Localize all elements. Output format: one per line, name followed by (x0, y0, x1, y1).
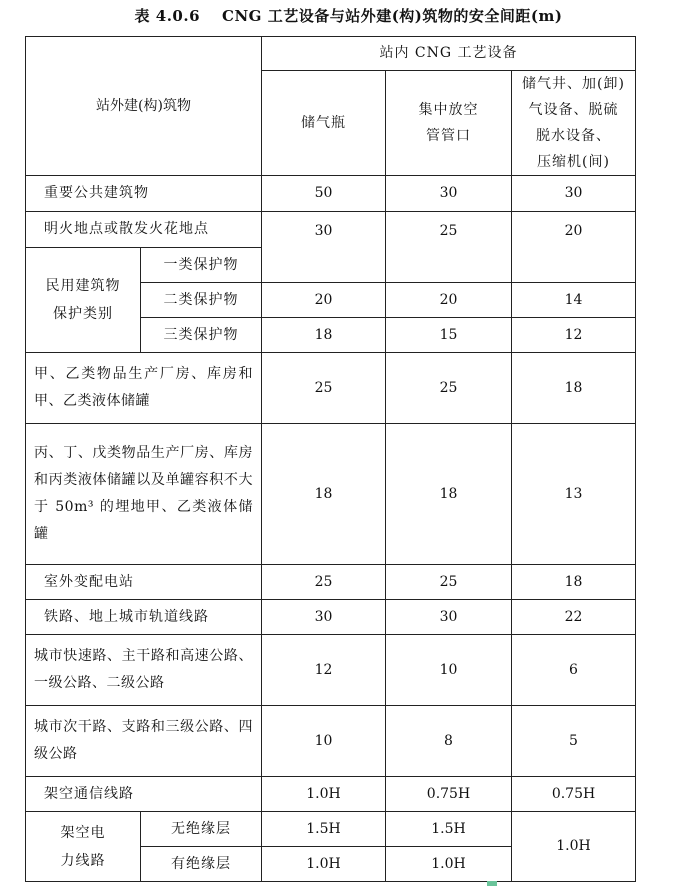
value-cell: 25 (386, 565, 512, 600)
value-cell: 30 (262, 600, 386, 635)
table-row (26, 706, 636, 777)
table-row (26, 812, 636, 847)
value-cell: 8 (386, 706, 512, 777)
group-label-civil: 民用建筑物 保护类别 (26, 248, 141, 353)
value-cell: 0.75H (386, 777, 512, 812)
value-cell: 25 (262, 565, 386, 600)
table-row (26, 176, 636, 212)
value-cell: 20 (262, 283, 386, 318)
table-caption (0, 2, 697, 30)
row-label: 城市次干路、支路和三级公路、四级公路 (26, 706, 262, 777)
value-cell: 10 (262, 706, 386, 777)
value-cell: 30 (262, 212, 386, 283)
table-row (26, 600, 636, 635)
row-label: 明火地点或散发火花地点 (26, 212, 262, 248)
table-row (26, 212, 636, 248)
value-cell: 15 (386, 318, 512, 353)
row-label: 重要公共建筑物 (26, 176, 262, 212)
value-cell: 30 (512, 176, 636, 212)
value-cell: 20 (386, 283, 512, 318)
value-cell: 18 (512, 565, 636, 600)
group-header-cell: 站内 CNG 工艺设备 (262, 37, 636, 71)
value-cell: 30 (386, 600, 512, 635)
scan-mark (487, 881, 497, 886)
row-header-cell: 站外建(构)筑物 (26, 37, 262, 176)
row-label: 甲、乙类物品生产厂房、库房和甲、乙类液体储罐 (26, 353, 262, 424)
group-label-power: 架空电 力线路 (26, 812, 141, 882)
table-row (26, 565, 636, 600)
value-cell: 1.5H (386, 812, 512, 847)
value-cell: 18 (512, 353, 636, 424)
value-cell: 0.75H (512, 777, 636, 812)
value-cell: 12 (262, 635, 386, 706)
value-cell: 13 (512, 424, 636, 565)
row-label: 室外变配电站 (26, 565, 262, 600)
value-cell: 1.5H (262, 812, 386, 847)
value-cell: 30 (386, 176, 512, 212)
value-cell: 10 (386, 635, 512, 706)
table-row (26, 635, 636, 706)
table-title: CNG 工艺设备与站外建(构)筑物的安全间距(m) (222, 7, 563, 25)
value-cell: 18 (386, 424, 512, 565)
value-cell: 18 (262, 424, 386, 565)
row-label: 三类保护物 (141, 318, 262, 353)
value-cell: 25 (386, 212, 512, 283)
value-cell: 1.0H (386, 847, 512, 882)
row-label: 丙、丁、戊类物品生产厂房、库房和丙类液体储罐以及单罐容积不大于 50m³ 的埋地甲、乙类液体储罐 (26, 424, 262, 565)
table-row (26, 353, 636, 424)
value-cell: 6 (512, 635, 636, 706)
value-cell: 20 (512, 212, 636, 283)
header-row-group (26, 37, 636, 71)
value-cell: 1.0H (262, 847, 386, 882)
value-cell: 12 (512, 318, 636, 353)
row-label: 二类保护物 (141, 283, 262, 318)
safety-distance-table (25, 36, 636, 882)
value-cell: 14 (512, 283, 636, 318)
value-cell: 22 (512, 600, 636, 635)
row-label: 一类保护物 (141, 248, 262, 283)
row-label: 无绝缘层 (141, 812, 262, 847)
value-cell: 1.0H (262, 777, 386, 812)
value-cell: 25 (262, 353, 386, 424)
value-cell: 1.0H (512, 812, 636, 882)
value-cell: 5 (512, 706, 636, 777)
row-label: 铁路、地上城市轨道线路 (26, 600, 262, 635)
column-header-vent: 集中放空 管管口 (386, 71, 512, 176)
row-label: 有绝缘层 (141, 847, 262, 882)
column-header-cylinder: 储气瓶 (262, 71, 386, 176)
value-cell: 18 (262, 318, 386, 353)
value-cell: 50 (262, 176, 386, 212)
table-row (26, 424, 636, 565)
row-label: 架空通信线路 (26, 777, 262, 812)
value-cell: 25 (386, 353, 512, 424)
row-label: 城市快速路、主干路和高速公路、一级公路、二级公路 (26, 635, 262, 706)
table-row (26, 777, 636, 812)
table-number: 表 4.0.6 (134, 7, 201, 25)
column-header-well-equipment: 储气井、加(卸) 气设备、脱硫 脱水设备、 压缩机(间) (512, 71, 636, 176)
